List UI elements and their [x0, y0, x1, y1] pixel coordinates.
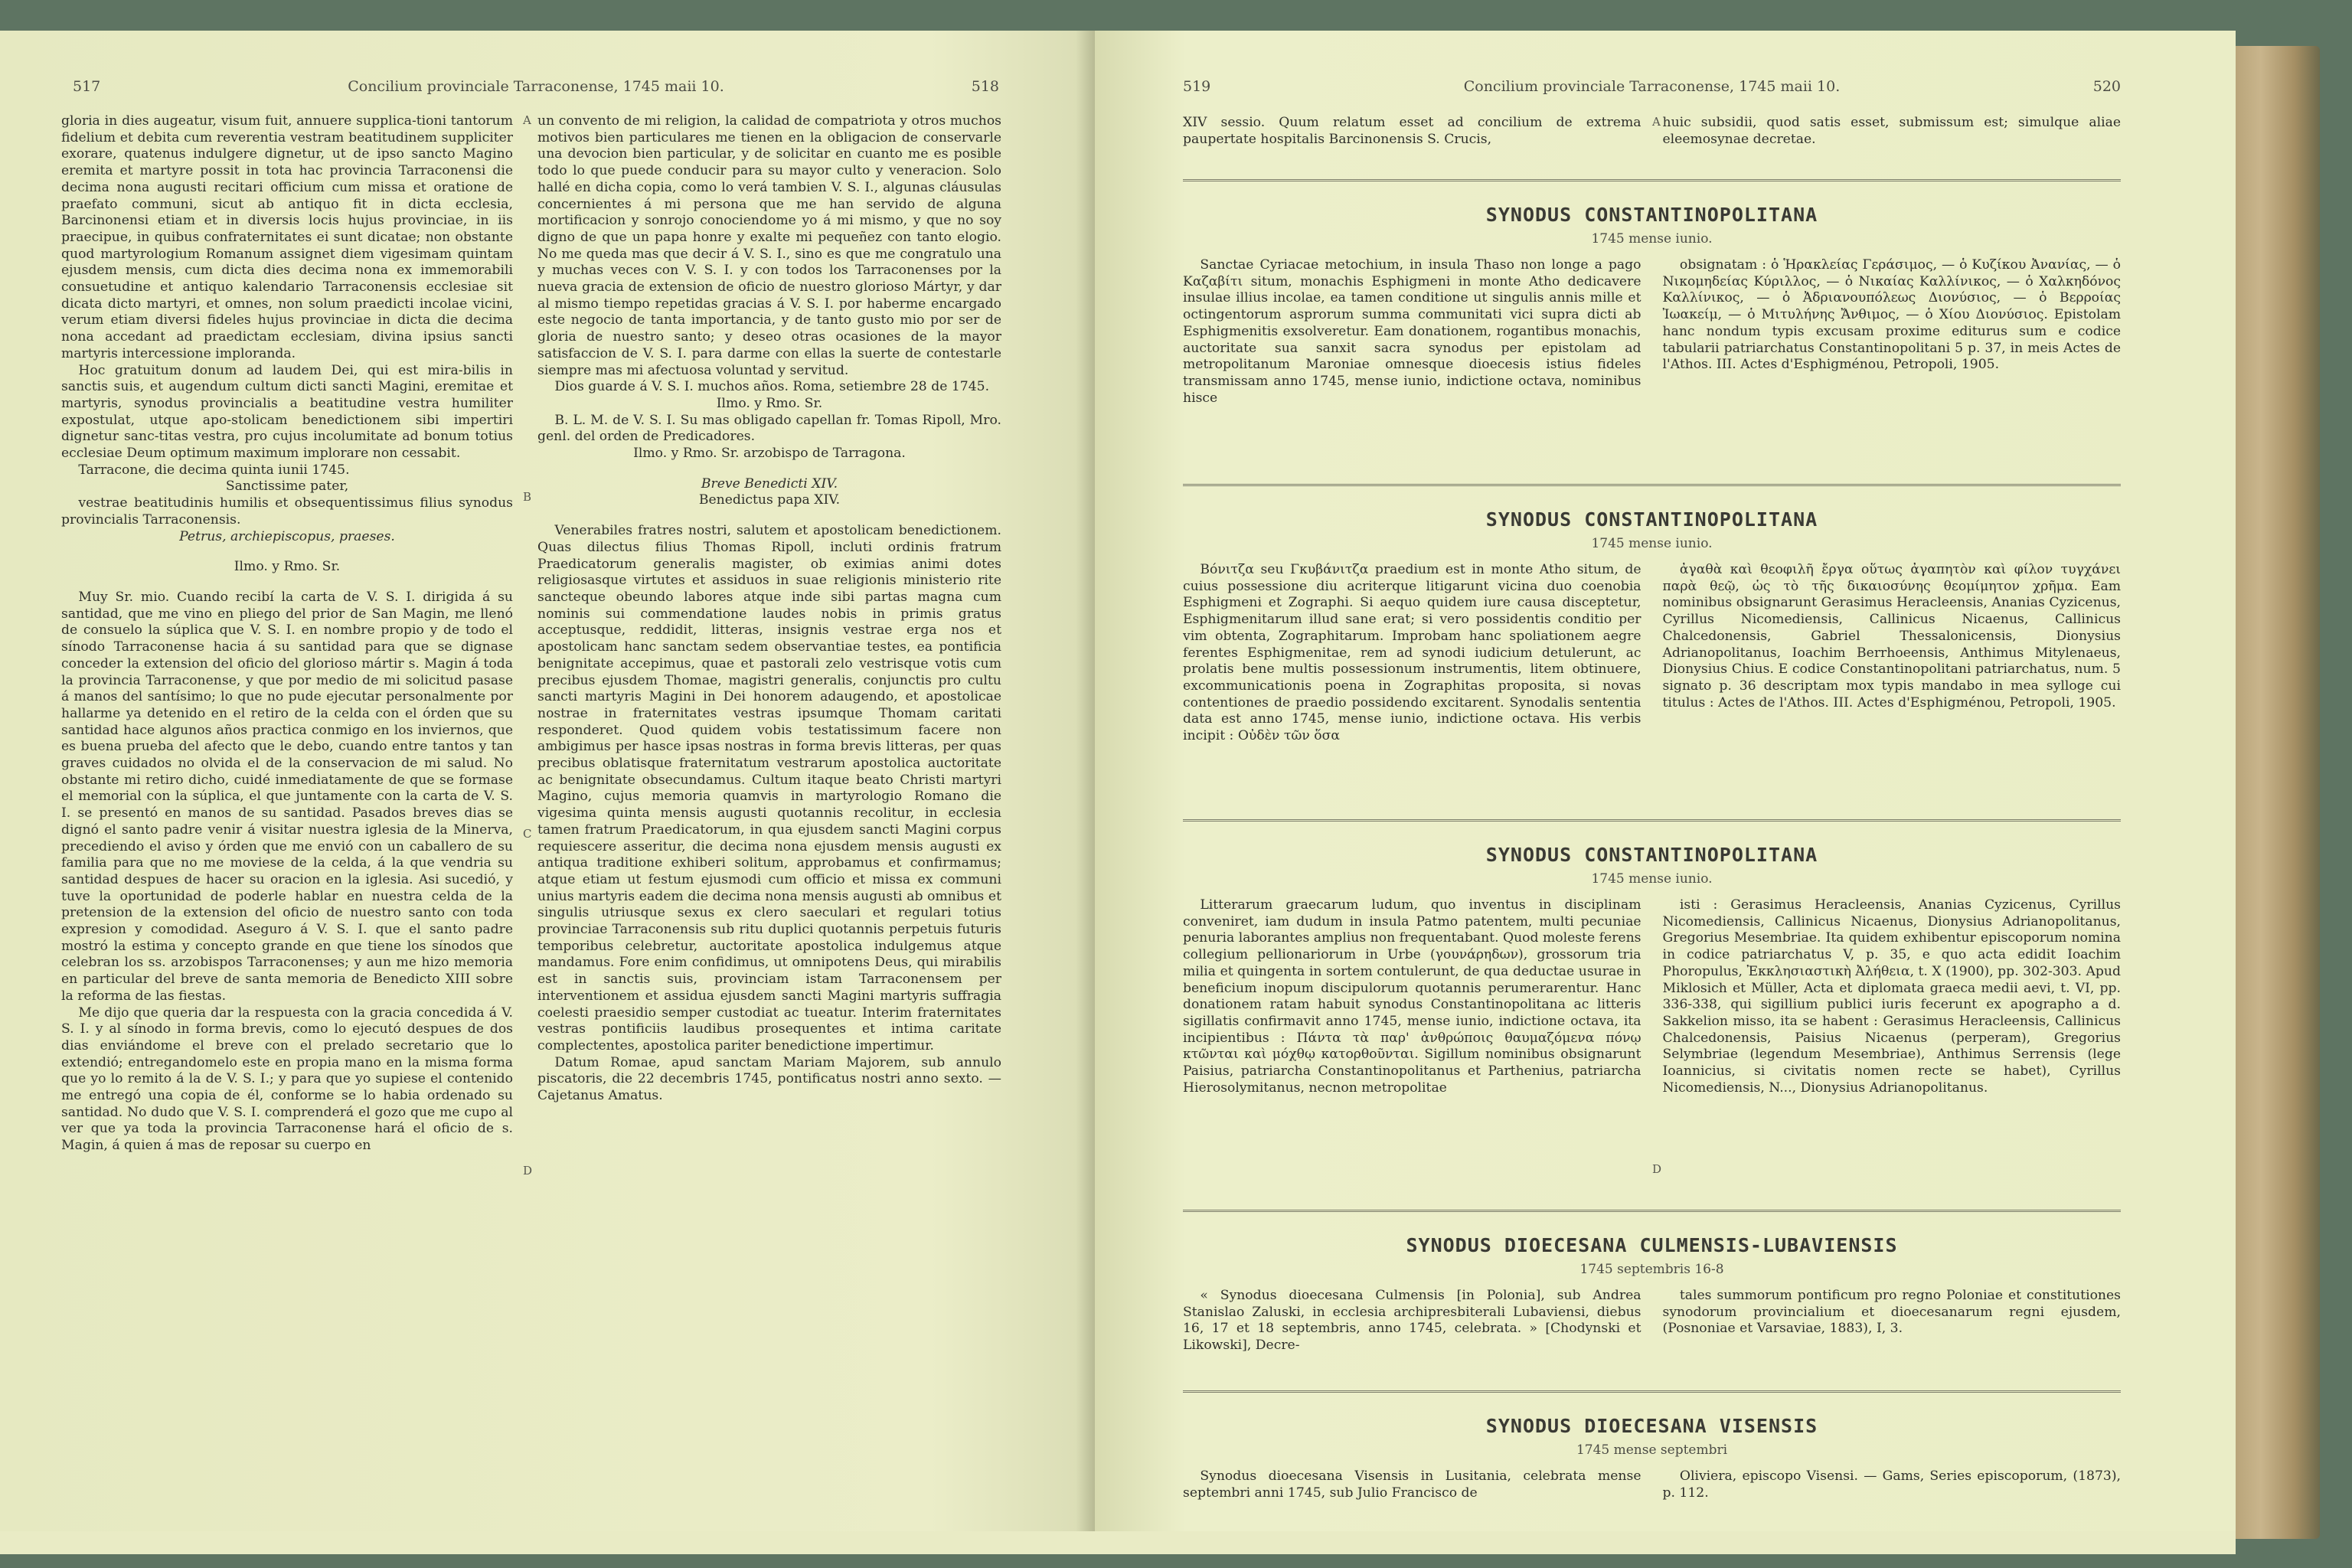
section-title: SYNODUS DIOECESANA VISENSIS — [1485, 1415, 1818, 1437]
page-number-517: 517 — [73, 78, 101, 95]
paragraph: Hoc gratuitum donum ad laudem Dei, qui est mira-bilis in sanctis suis, et augendum cultum dicti sancti Magini, eremitae et martyris, synodus provincialis a beatitudine vestra humiliter expostulat, utque apo-stolicam benedictionem sibi impertiri dignetur sanc-titas vestra, pro cujus incolumitate ad bonum totius ecclesiae Deum optimum maximum implorare non cessabit. — [61, 362, 513, 462]
running-head-title: Concilium provinciale Tarraconense, 1745 maii 10. — [348, 78, 724, 95]
section-left-text: Sanctae Cyriacae metochium, in insula Thaso non longe a pago Καζαβίτι situm, monachis Esphigmeni in monte Atho dedicavere insulae illius incolae, ea tamen conditione ut singulis annis mille et octingentorum asprorum summa communitati vici supra dicti ab Esphigmenitis exsolveretur. Eam donationem, rogantibus monachis, auctoritate sua sanxit sacra synodus per epistolam ad metropolitanum Maroniae omnesque dioecesis istius fideles transmissam anno 1745, mense iunio, indictione octava, nominibus hisce — [1183, 257, 1642, 406]
closing: Ilmo. y Rmo. Sr. — [716, 395, 823, 411]
paragraph: Dios guarde á V. S. I. muchos años. Roma, setiembre 28 de 1745. — [554, 379, 990, 395]
section-date: 1745 septembris 16-8 — [1579, 1262, 1724, 1277]
section-rule — [1183, 1210, 2121, 1212]
signature-petrus: Petrus, archiepiscopus, praeses. — [179, 528, 395, 544]
section-rule — [1183, 819, 2121, 822]
signature-ripoll: B. L. M. de V. S. I. Su mas obligado capellan fr. Tomas Ripoll, Mro. genl. del orden de Predicadores. — [537, 412, 1001, 445]
section-date: 1745 mense septembri — [1576, 1442, 1728, 1458]
intro-left: XIV sessio. Quum relatum esset ad concilium de extrema paupertate hospitalis Barcinonensis S. Crucis, — [1183, 115, 1642, 147]
left-page-column-1 — [61, 113, 513, 1155]
left-running-head — [73, 78, 999, 95]
breve-heading: Breve Benedicti XIV. — [701, 475, 838, 492]
margin-marker-a: A — [1652, 115, 1661, 129]
paragraph: Me dijo que queria dar la respuesta con la gracia concedida á V. S. I. y al sínodo in forma brevis, como lo ejecutó despues de dos dias enviándome el breve con el prelado secretario que lo extendió; entregandomelo este en propia mano en la misma forma que yo lo remito á la de V. S. I.; y para que yo supiese el contenido me entregó una copia de él, conforme se lo habia ordenado su santidad. No dudo que V. S. I. comprenderá el gozo que me cupo al ver que ya toda la provincia Tarraconense hará el oficio de s. Magin, á quien á mas de reposar su cuerpo en — [61, 1004, 513, 1154]
section-left-text: Βόνιτζα seu Γκυβάνιτζα praedium est in monte Atho situm, de cuius possessione diu acriterque litigarunt vicina duo coenobia Esphigmeni et Zographi. Si aequo quidem iure causa disceptetur, Esphigmenitarum illud sane erat; si vero possidentis conditio per vim obtenta, Zographitarum. Improbam hanc spoliationem aegre ferentes Esphigmenitae, rem ad synodi iudicium detulerunt, ac prolatis bene multis possessionum instrumentis, litem obtinuere, excommunicationis poena in Zographitas proposita, si novas contentiones de praedio possidendo excitarent. Synodalis sententia data est anno 1745, mense iunio, indictione octava. His verbis incipit : Οὐδὲν τῶν ὅσα — [1183, 562, 1642, 744]
section-body — [1183, 1288, 2121, 1354]
section-date: 1745 mense iunio. — [1591, 536, 1713, 551]
paragraph: un convento de mi religion, la calidad de compatriota y otros muchos motivos bien particulares me tienen en la obligacion de conservarle una devocion bien particular, y de solicitar en cuanto me es posible todo lo que puede conducir para su mayor culto y veneracion. Solo hallé en dicha copia, como lo verá tambien V. S. I., algunas cláusulas concernientes á mi persona que me han servido de alguna mortificacion y sonrojo conociendome yo á mi mismo, y que no soy digno de que un papa honre y exalte mi pequeñez con tanto elogio. No me queda mas que decir á V. S. I., sino es que me congratulo una y muchas veces con V. S. I. y con todos los Tarraconenses por la nueva gracia de extension de oficio de nuestro glorioso Mártyr, y dar al mismo tiempo repetidas gracias á V. S. I. por haberme encargado este negocio de tanta importancia, y de tanto gusto mio por ser de gloria de nuestro santo; y deseo otras ocasiones de la mayor satisfaccion de V. S. I. para darme con ellas la suerte de contestarle siempre mas mi afectuosa voluntad y servitud. — [537, 113, 1001, 378]
section-right-text: obsignatam : ὁ Ἡρακλείας Γεράσιμος, — ὁ Κυζίκου Ἀνανίας, — ὁ Νικομηδείας Κύριλλος, — ὁ Νικαίας Καλλίνικος, — ὁ Χαλκηδόνος Καλλίνικος, — ὁ Ἀδριανουπόλεως Διονύσιος, — ὁ Βερροίας Ἰωακείμ, — ὁ Μιτυλήνης Ἄνθιμος, — ὁ Χίου Διονύσιος. Epistolam hanc nondum typis excusam proxime editurus sum e codice tabularii patriarchatus Constantinopolitani 5 p. 37, in meis Actes de l'Athos. III. Actes d'Esphigménou, Petropoli, 1905. — [1662, 257, 2121, 373]
section-title: SYNODUS CONSTANTINOPOLITANA — [1485, 204, 1818, 226]
letter-heading: Ilmo. y Rmo. Sr. — [234, 559, 341, 575]
paragraph: Venerabiles fratres nostri, salutem et apostolicam benedictionem. Quas dilectus filius Thomas Ripoll, incluti ordinis fratrum Praedicatorum generalis magister, ob eximias animi dotes religiosasque virtutes et assiduos in suae religionis ministerio rite sancteque obeundo labores atque inde sibi partas magna cum nominis sui commendatione laudes nobis in primis gratus acceptusque, reddidit, litteras, insignis vestrae erga nos et apostolicam hanc sanctam sedem observantiae testes, ea pontificia benignitate accepimus, quae et pastorali zelo vestrisque votis cum precibus ejusdem Thomae, magistri generalis, conjunctis pro cultu sancti martyris Magini in Dei honorem adaugendo, et apostolicae nostrae in fraternitates vestras ipsumque Thomam caritati responderet. Quod quidem vobis testatissimum facere non ambigimus per hasce ipsas nostras in forma brevis litteras, per quas precibus oblatisque fraternitatum vestrarum apostolica auctoritate ac benignitate obsecundamus. Cultum itaque beato Christi martyri Magino, cujus memoria quamvis in martyrologio Romano die vigesima quinta mensis augusti quotannis recolitur, in ecclesia tamen fratrum Praedicatorum, in qua ejusdem sancti Magini corpus requiescere asseritur, die decima nona ejusdem mensis augusti ex antiqua traditione exhiberi solitum, approbamus et confirmamus; atque etiam ut festum ejusmodi cum officio et missa ex communi unius martyris eadem die decima nona mensis augusti ab omnibus et singulis utriusque sexus ex clero saeculari et regulari totius provinciae Tarraconensis sub ritu duplici quotannis perpetuis futuris temporibus celebretur, auctoritate apostolica indulgemus atque mandamus. Fore enim confidimus, ut omnipotens Deus, qui mirabilis est in sanctis suis, provinciam istam Tarraconensem per interventionem et assidua ejusdem sancti Magini martyris suffragia coelesti praesidio semper custodiat ac tueatur. Interim fraternitates vestras pontificiis laudibus prosequentes et intima caritate complectentes, apostolica pariter benedictione impertimur. — [537, 523, 1001, 1054]
margin-marker-d: D — [523, 1164, 533, 1178]
intro-right: huic subsidii, quod satis esset, submissum est; simulque aliae eleemosynae decretae. — [1662, 115, 2121, 147]
page-number-518: 518 — [971, 78, 999, 95]
section-right-text: tales summorum pontificum pro regno Poloniae et constitutiones synodorum provincialium et dioecesanarum regni ejusdem, (Posnoniae et Varsaviae, 1883), I, 3. — [1662, 1288, 2121, 1337]
section-rule — [1183, 484, 2121, 486]
section-right-text: Oliviera, episcopo Visensi. — Gams, Series episcoporum, (1873), p. 112. — [1662, 1468, 2121, 1501]
dateline: Tarracone, die decima quinta iunii 1745. — [78, 462, 350, 478]
running-head-title: Concilium provinciale Tarraconense, 1745 maii 10. — [1463, 78, 1841, 95]
section-body — [1183, 257, 2121, 407]
section-body — [1183, 897, 2121, 1096]
left-page — [0, 31, 1095, 1531]
salutation: Sanctissime pater, — [225, 479, 349, 495]
margin-marker-b: B — [523, 490, 532, 504]
margin-marker-a: A — [523, 113, 531, 127]
section-body — [1183, 1468, 2121, 1501]
section-title: SYNODUS CONSTANTINOPOLITANA — [1485, 844, 1818, 866]
book-page-edges — [2236, 46, 2320, 1539]
paragraph: gloria in dies augeatur, visum fuit, annuere supplica-tioni tantorum fidelium et debita cum reverentia vestram beatitudinem suppliciter exorare, quatenus indulgere dignetur, ut de ipso sancto Magino eremita et martyre possit in tota hac provincia Tarraconensi die decima nona augusti recitari officium cum missa et oratione de praefato communi, sicut ab antiquo fit in dicta ecclesia, Barcinonensi etiam et in diversis locis hujus provinciae, in iis praecipue, in quibus confraternitates ei sunt dicatae; non obstante quod martyrologium Romanum assignet diem vigesimam quintam ejusdem mensis, cum dicta dies decima nona ex immemorabili consuetudine et antiquo kalendario Tarraconensis ecclesiae sit dicata dicto martyri, et omnes, non solum praedicti incolae vicini, verum etiam diversi fideles hujus provinciae in dicta die decima nona accedant ad praedictam ecclesiam, divina ipsius sancti martyris intercessione imploranda. — [61, 113, 513, 361]
addressee: Ilmo. y Rmo. Sr. arzobispo de Tarragona. — [633, 446, 906, 462]
page-number-519: 519 — [1183, 78, 1211, 95]
section-right-text: ἀγαθὰ καὶ θεοφιλῆ ἔργα οὕτως ἀγαπητὸν καὶ φίλον τυγχάνει παρὰ θεῷ, ὡς τὸ τῆς δικαιοσύνης θεομίμητον χρῆμα. Eam nominibus obsignarunt Gerasimus Heracleensis, Ananias Cyzicenus, Cyrillus Nicomediensis, Callinicus Nicaenus, Callinicus Chalcedonensis, Gabriel Thessalonicensis, Dionysius Adrianopolitanus, Ioachim Berrhoeensis, Anthimus Mitylenaeus, Dionysius Chius. E codice Constantinopolitani patriarchatus, num. 5 signato p. 36 descriptam mox typis mandabo in mea sylloge cui titulus : Actes de l'Athos. III. Actes d'Esphigménou, Petropoli, 1905. — [1662, 562, 2121, 710]
section-title: SYNODUS CONSTANTINOPOLITANA — [1485, 508, 1818, 531]
section-rule — [1183, 179, 2121, 181]
margin-marker-c: C — [523, 827, 532, 841]
page-number-520: 520 — [2092, 78, 2121, 95]
section-right-text: isti : Gerasimus Heracleensis, Ananias Cyzicenus, Cyrillus Nicomediensis, Callinicus Nicaenus, Dionysius Adrianopolitanus, Gregorius Mesembriae. Ita quidem exhibentur episcoporum nomina in codice patriarchatus V, p. 35, e quo acta edidit Ioachim Phoropulus, Ἐκκλησιαστικὴ Ἀλήθεια, t. X (1900), pp. 302-303. Apud Miklosich et Müller, Acta et diplomata graeca medii aevi, t. VI, pp. 336-338, qui sigillium publici iuris fecerunt ex apographo a d. Sakkelion misso, ita se habent : Gerasimus Heracleensis, Callinicus Chalcedonensis, Paisius Nicaenus (perperam), Gregorius Selymbriae (legendum Mesembriae), Anthimus Serrensis (lege Ioannicius, si civitatis nomen recte se habet), Cyrillus Nicomediensis, N..., Dionysius Adrianopolitanus. — [1662, 897, 2121, 1096]
section-left-text: Synodus dioecesana Visensis in Lusitania, celebrata mense septembri anni 1745, sub Julio Francisco de — [1183, 1468, 1642, 1501]
right-running-head — [1183, 78, 2121, 95]
right-page — [1095, 31, 2236, 1531]
section-rule — [1183, 1390, 2121, 1393]
section-date: 1745 mense iunio. — [1591, 871, 1713, 887]
paragraph: Muy Sr. mio. Cuando recibí la carta de V. S. I. dirigida á su santidad, que me vino en pliego del prior de San Magin, me llenó de consuelo la súplica que V. S. I. en nombre propio y de todo el sínodo Tarraconense hacia á su santidad para que se dignase conceder la extension del oficio del glorioso mártir s. Magin á toda la provincia Tarraconense, y que por medio de mi solicitud pasase á manos del santísimo; lo que no pude ejecutar personalmente por hallarme ya detenido en el retiro de la celda con el órden que su santidad hace algunos años practica conmigo en los inviernos, que es buena prueba del afecto que le debo, cuando entre tantos y tan graves cuidados no olvida el de la conservacion de mi salud. No obstante mi retiro dicho, cuidé inmediatamente de que se formase el memorial con la súplica, el que juntamente con la carta de V. S. I. se presentó en manos de su santidad. Pasados breves dias se dignó el santo padre venir á visitar nuestra iglesia de la Minerva, precediendo el aviso y órden que me envió con un caballero de su familia para que no me moviese de la celda, á la que vendria su santidad despues de hacer su oracion en la iglesia. Asi sucedió, y tuve la oportunidad de poderle hablar en nuestra celda de la pretension de la extension del oficio de nuestro santo con toda expresion y comodidad. Aseguro á V. S. I. que el santo padre mostró la estima y concepto grande en que tiene los sínodos que celebran los ss. arzobispos Tarraconenses; y aun me hizo memoria en particular del breve de santa memoria de Benedicto XIII sobre la reforma de las fiestas. — [61, 589, 513, 1004]
paragraph: Datum Romae, apud sanctam Mariam Majorem, sub annulo piscatoris, die 22 decembris 1745, pontificatus nostri anno sexto. — Cajetanus Amatus. — [537, 1054, 1001, 1104]
section-title: SYNODUS DIOECESANA CULMENSIS-LUBAVIENSIS — [1406, 1234, 1898, 1256]
margin-marker-d: D — [1652, 1162, 1662, 1176]
section-left-text: Litterarum graecarum ludum, quo inventus in disciplinam conveniret, iam dudum in insula Patmo patentem, multi pecuniae penuria laborantes amplius non frequentabant. Quod moleste ferens collegium pellionariorum in Urbe (γουνάρηδων), grossorum tria milia et quingenta in sortem contulerunt, de qua deductae usurae in beneficium inopum discipulorum quotannis perumerarentur. Hanc donationem ratam habuit synodus Constantinopolitana ac litteris sigillatis confirmavit anno 1745, mense iunio, indictione octava, ita incipientibus : Πάντα τὰ παρ' ἀνθρώποις θαυμαζόμενα πόνῳ κτῶνται καὶ μόχθῳ κατορθοῦνται. Sigillum nominibus obsignarunt Paisius, patriarcha Constantinopolitanus et Parthenius, patriarcha Hierosolymitanus, necnon metropolitae — [1183, 897, 1642, 1096]
signature-block: vestrae beatitudinis humilis et obsequentissimus filius synodus provincialis Tarraconensis. — [61, 495, 513, 528]
left-page-column-2 — [537, 113, 1001, 1105]
breve-subheading: Benedictus papa XIV. — [698, 492, 841, 508]
section-left-text: « Synodus dioecesana Culmensis [in Polonia], sub Andrea Stanislao Zaluski, in ecclesia archipresbiterali Lubaviensi, diebus 16, 17 et 18 septembris, anno 1745, celebrata. » [Chodynski et Likowski], Decre- — [1183, 1288, 1642, 1354]
section-body — [1183, 562, 2121, 745]
section-date: 1745 mense iunio. — [1591, 231, 1713, 247]
